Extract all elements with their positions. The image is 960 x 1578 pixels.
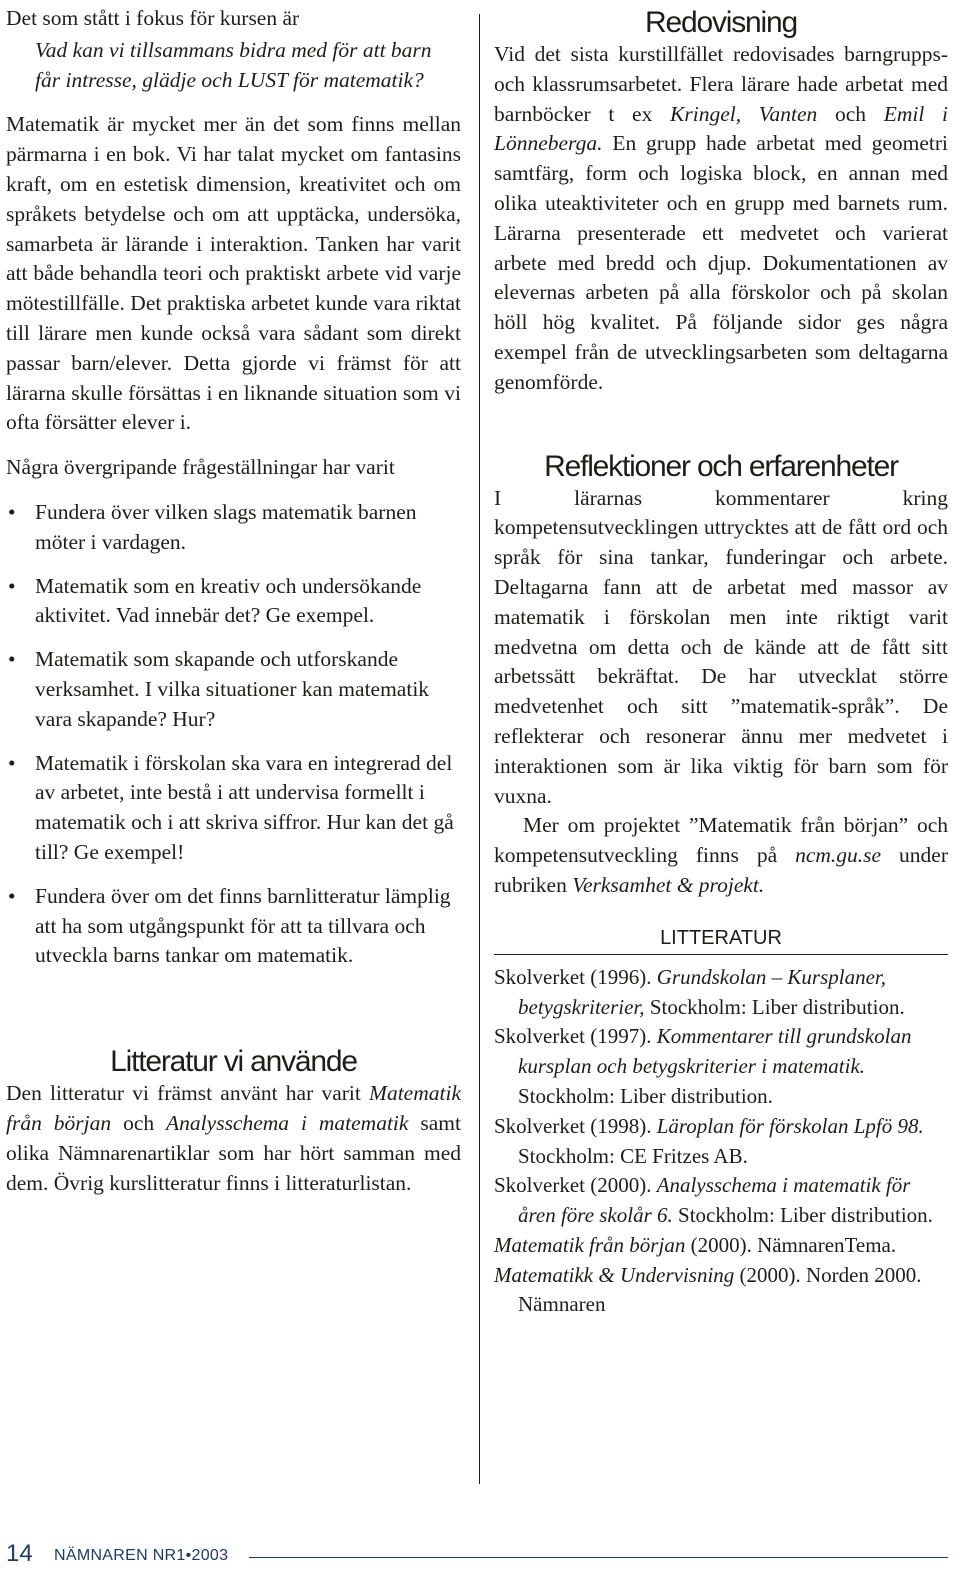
ref-author: Skolverket (1998). — [494, 1113, 657, 1138]
ref-publisher: (2000). NämnarenTema. — [685, 1232, 897, 1257]
questions-intro: Några övergripande frågeställningar har varit — [6, 455, 395, 480]
ref-title: Läroplan för förskolan Lpfö 98. — [656, 1113, 924, 1138]
section-title: Verksamhet & projekt. — [572, 872, 765, 897]
left-column — [6, 0, 461, 1198]
list-item-text: Matematik i förskolan ska vara en integrerad del av arbetet, inte bestå i att undervisa formellt i matematik och i att skriva siffror. Hur kan det gå till? Ge exempel! — [35, 750, 454, 864]
book-title: Matematik från början — [6, 1081, 461, 1135]
literature-paragraph — [6, 1079, 461, 1198]
website-link: ncm.gu.se — [795, 843, 882, 868]
list-item-text: Fundera över vilken slags matematik barnen möter i vardagen. — [35, 499, 417, 554]
right-column — [494, 0, 948, 1320]
ref-title: Analysschema i matematik för åren före skolår 6. — [518, 1173, 911, 1228]
list-item — [6, 749, 461, 868]
ref-publisher: (2000). Norden 2000. Nämnaren — [518, 1262, 922, 1317]
book-title: Kringel, Vanten — [670, 101, 818, 126]
ref-publisher: Stockholm: Liber distribution. — [518, 1083, 773, 1108]
reference-list — [494, 963, 948, 1321]
bullet-icon: • — [8, 750, 16, 775]
course-focus-quote: Vad kan vi tillsammans bidra med för att barn får intresse, glädje och LUST för matematik? — [35, 37, 432, 92]
text-run: och — [111, 1110, 167, 1135]
project-info-paragraph — [494, 811, 948, 900]
bullet-icon: • — [8, 647, 16, 672]
page-footer — [6, 1540, 948, 1570]
journal-issue: NÄMNAREN NR1•2003 — [54, 1547, 229, 1564]
reference-item — [494, 1231, 948, 1261]
text-run: Vid det sista kurstillfället redovisades barngrupps- och klassrumsarbetet. Flera lärare hade arbetat med barnböcker t ex — [494, 42, 948, 126]
list-item — [6, 498, 461, 558]
ref-author: Skolverket (2000). — [494, 1173, 657, 1198]
heading-redovisning: Redovisning — [645, 6, 797, 39]
text-run: En grupp hade arbetat med geometri samtfärg, form och logiska block, en annan med olika uteaktiviteter och en grupp med barnets rum. Lärarna presenterade ett medvetet och varierat arbete med bredd och djup. Dokumentationen av elevernas arbeten på alla förskolor och på skolan höll hög kvalitet. På följande sidor ges några exempel från de utvecklingsarbeten som deltagarna genomförde. — [494, 131, 948, 394]
heading-literature-used: Litteratur vi använde — [110, 1045, 357, 1079]
ref-title: Kommentarer till grundskolan kursplan och betygskriterier i matematik. — [518, 1024, 912, 1079]
intro-text: Det som stått i fokus för kursen är — [6, 6, 300, 30]
footer-rule — [249, 1557, 948, 1558]
question-list — [6, 498, 461, 971]
reference-item — [494, 1261, 948, 1321]
reflections-paragraph: I lärarnas kommentarer kring kompetensutvecklingen uttrycktes att de fått ord och språk för sina tankar, funderingar och arbete. Deltagarna fann att de arbetat med massor av matematik i förskolan men inte riktigt varit medvetna om detta och de kände att de fått sitt arbetssätt bekräftat. De har utvecklat större medvetenhet och sitt ”matematik-språk”. De reflekterar och resonerar ännu mer medvetet i interaktionen som är lika viktig för barn som för vuxna. — [494, 485, 948, 808]
reference-item — [494, 1022, 948, 1111]
book-title: Analysschema i matematik — [166, 1110, 409, 1135]
book-title: Emil i Lönneberga. — [494, 101, 948, 156]
list-item-text: Matematik som skapande och utforskande verksamhet. I vilka situationer kan matematik vara skapande? Hur? — [35, 647, 430, 731]
ref-publisher: Stockholm: CE Fritzes AB. — [518, 1143, 748, 1168]
list-item — [6, 882, 461, 971]
text-run: Mer om projektet ”Matematik från början” och kompetensutveckling finns på — [494, 813, 948, 868]
ref-title: Matematik från början — [494, 1232, 686, 1257]
list-item-text: Fundera över om det finns barnlitteratur lämplig att ha som utgångspunkt för att ta tillvara och utveckla barns tankar om matematik. — [35, 883, 451, 968]
reference-item — [494, 1171, 948, 1231]
list-item-text: Matematik som en kreativ och undersökande aktivitet. Vad innebär det? Ge exempel. — [35, 573, 422, 628]
list-item — [6, 572, 461, 632]
text-run: samt olika Nämnarenartiklar som har hört samman med dem. Övrig kurslitteratur finns i litteraturlistan. — [6, 1110, 461, 1195]
ref-author: Skolverket (1996). — [494, 964, 657, 989]
bullet-icon: • — [8, 573, 16, 598]
text-run: Den litteratur vi främst använt har varit — [6, 1081, 370, 1106]
heading-references: LITTERATUR — [660, 926, 782, 949]
column-divider — [479, 14, 480, 1484]
main-paragraph: Matematik är mycket mer än det som finns mellan pärmarna i en bok. Vi har talat mycket om fantasins kraft, om en estetisk dimension, kreativitet och om språkets betydelse och om att upptäcka, undersöka, samarbeta är lärande i interaktion. Tanken har varit att både behandla teori och praktiskt arbete vid varje mötestillfälle. Det praktiska arbetet kunde vara riktat till lärare men kunde också vara sådant som direkt passar barn/elever. Detta gjorde vi främst för att lärarna skulle försättas i en liknande situation som vi ofta försätter elever i. — [6, 112, 461, 435]
list-item — [6, 645, 461, 734]
ref-publisher: Stockholm: Liber distribution. — [644, 994, 905, 1019]
reference-item — [494, 963, 948, 1023]
text-run: och — [817, 101, 884, 126]
heading-reflections: Reflektioner och erfarenheter — [544, 449, 898, 483]
ref-title: Grundskolan – Kursplaner, betygskriterier, — [518, 964, 887, 1019]
bullet-icon: • — [8, 883, 16, 908]
ref-title: Matematikk & Undervisning — [494, 1262, 735, 1287]
ref-author: Skolverket (1997). — [494, 1024, 657, 1049]
reference-item — [494, 1112, 948, 1172]
bullet-icon: • — [8, 499, 16, 524]
ref-publisher: Stockholm: Liber distribution. — [672, 1203, 933, 1228]
page-number: 14 — [6, 1540, 33, 1567]
text-run: under rubriken — [494, 843, 948, 897]
redovisning-paragraph — [494, 40, 948, 398]
references-rule — [494, 950, 948, 955]
